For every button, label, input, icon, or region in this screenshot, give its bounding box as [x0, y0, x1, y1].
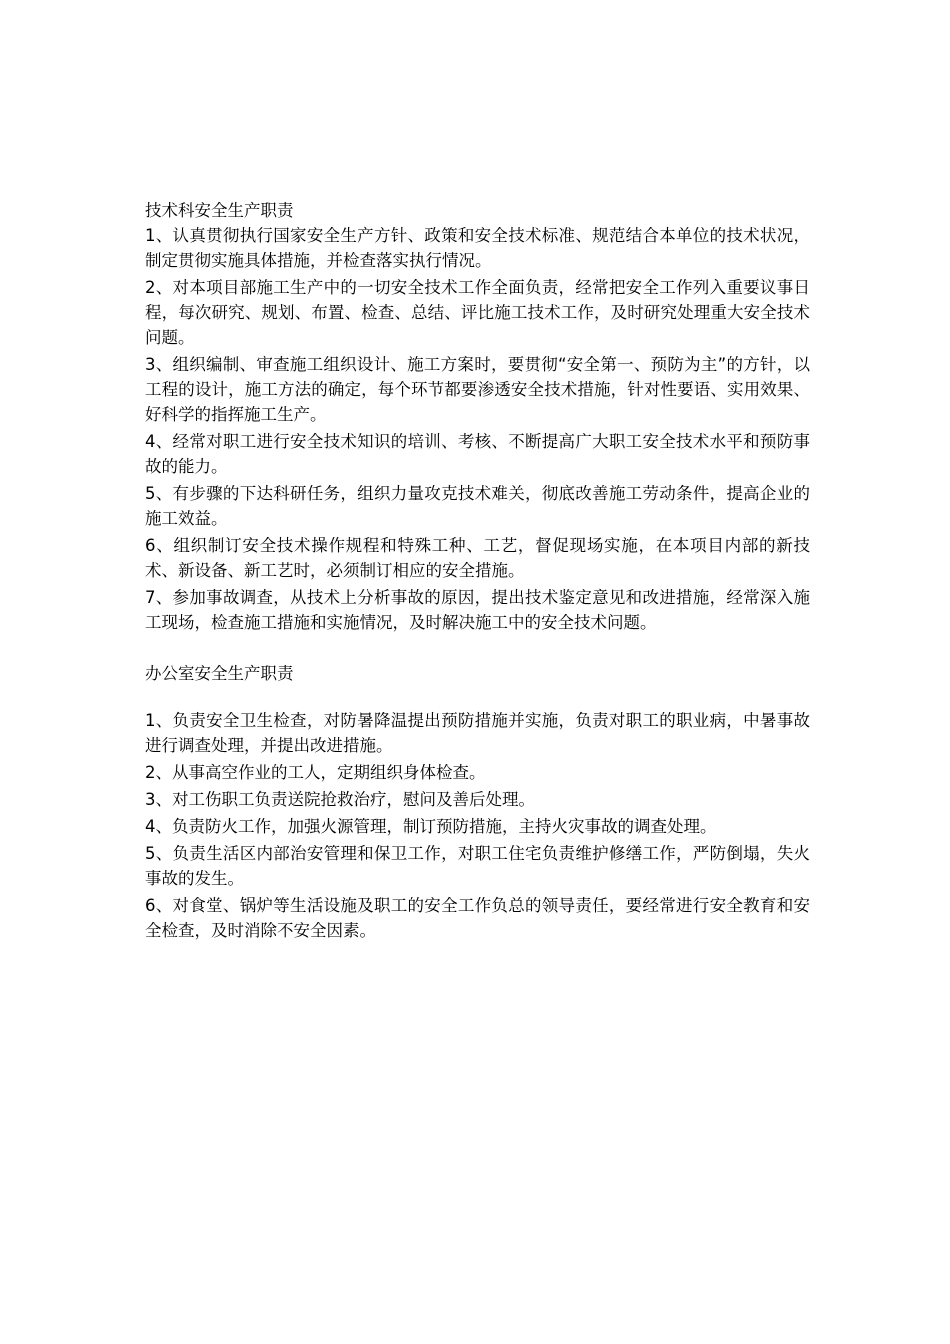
list-item: 7、参加事故调查，从技术上分析事故的原因，提出技术鉴定意见和改进措施，经常深入施工现场，检查施工措施和实施情况，及时解决施工中的安全技术问题。: [145, 588, 810, 632]
title-spacer: [145, 686, 810, 708]
list-item: 3、组织编制、审查施工组织设计、施工方案时，要贯彻“安全第一、预防为主”的方针，以工程的设计，施工方法的确定，每个环节都要渗透安全技术措施，针对性要语、实用效果、好科学的指挥施工生产。: [145, 355, 810, 424]
list-item: 4、经常对职工进行安全技术知识的培训、考核、不断提高广大职工安全技术水平和预防事故的能力。: [145, 432, 810, 476]
list-item: 3、对工伤职工负责送院抢救治疗，慰问及善后处理。: [145, 790, 535, 809]
document-page: [145, 198, 810, 945]
list-item: 4、负责防火工作，加强火源管理，制订预防措施，主持火灾事故的调查处理。: [145, 817, 717, 836]
office-duties-list: [145, 708, 810, 943]
list-item: 6、对食堂、锅炉等生活设施及职工的安全工作负总的领导责任，要经常进行安全教育和安全检查，及时消除不安全因素。: [145, 896, 810, 940]
list-item: 5、有步骤的下达科研任务，组织力量攻克技术难关，彻底改善施工劳动条件，提高企业的施工效益。: [145, 484, 810, 528]
section-title-office: 办公室安全生产职责: [145, 664, 294, 683]
technical-duties-list: [145, 223, 810, 635]
list-item: 6、组织制订安全技术操作规程和特殊工种、工艺，督促现场实施，在本项目内部的新技术、新设备、新工艺时，必须制订相应的安全措施。: [145, 536, 810, 580]
list-item: 1、认真贯彻执行国家安全生产方针、政策和安全技术标准、规范结合本单位的技术状况，制定贯彻实施具体措施，并检查落实执行情况。: [145, 226, 810, 270]
list-item: 2、从事高空作业的工人，定期组织身体检查。: [145, 763, 486, 782]
list-item: 5、负责生活区内部治安管理和保卫工作，对职工住宅负责维护修缮工作，严防倒塌，失火事故的发生。: [145, 844, 810, 888]
section-spacer: [145, 637, 810, 661]
section-title-technical: 技术科安全生产职责: [145, 201, 294, 220]
list-item: 2、对本项目部施工生产中的一切安全技术工作全面负责，经常把安全工作列入重要议事日程，每次研究、规划、布置、检查、总结、评比施工技术工作，及时研究处理重大安全技术问题。: [145, 278, 810, 347]
list-item: 1、负责安全卫生检查，对防暑降温提出预防措施并实施，负责对职工的职业病，中暑事故进行调查处理，并提出改进措施。: [145, 711, 810, 755]
